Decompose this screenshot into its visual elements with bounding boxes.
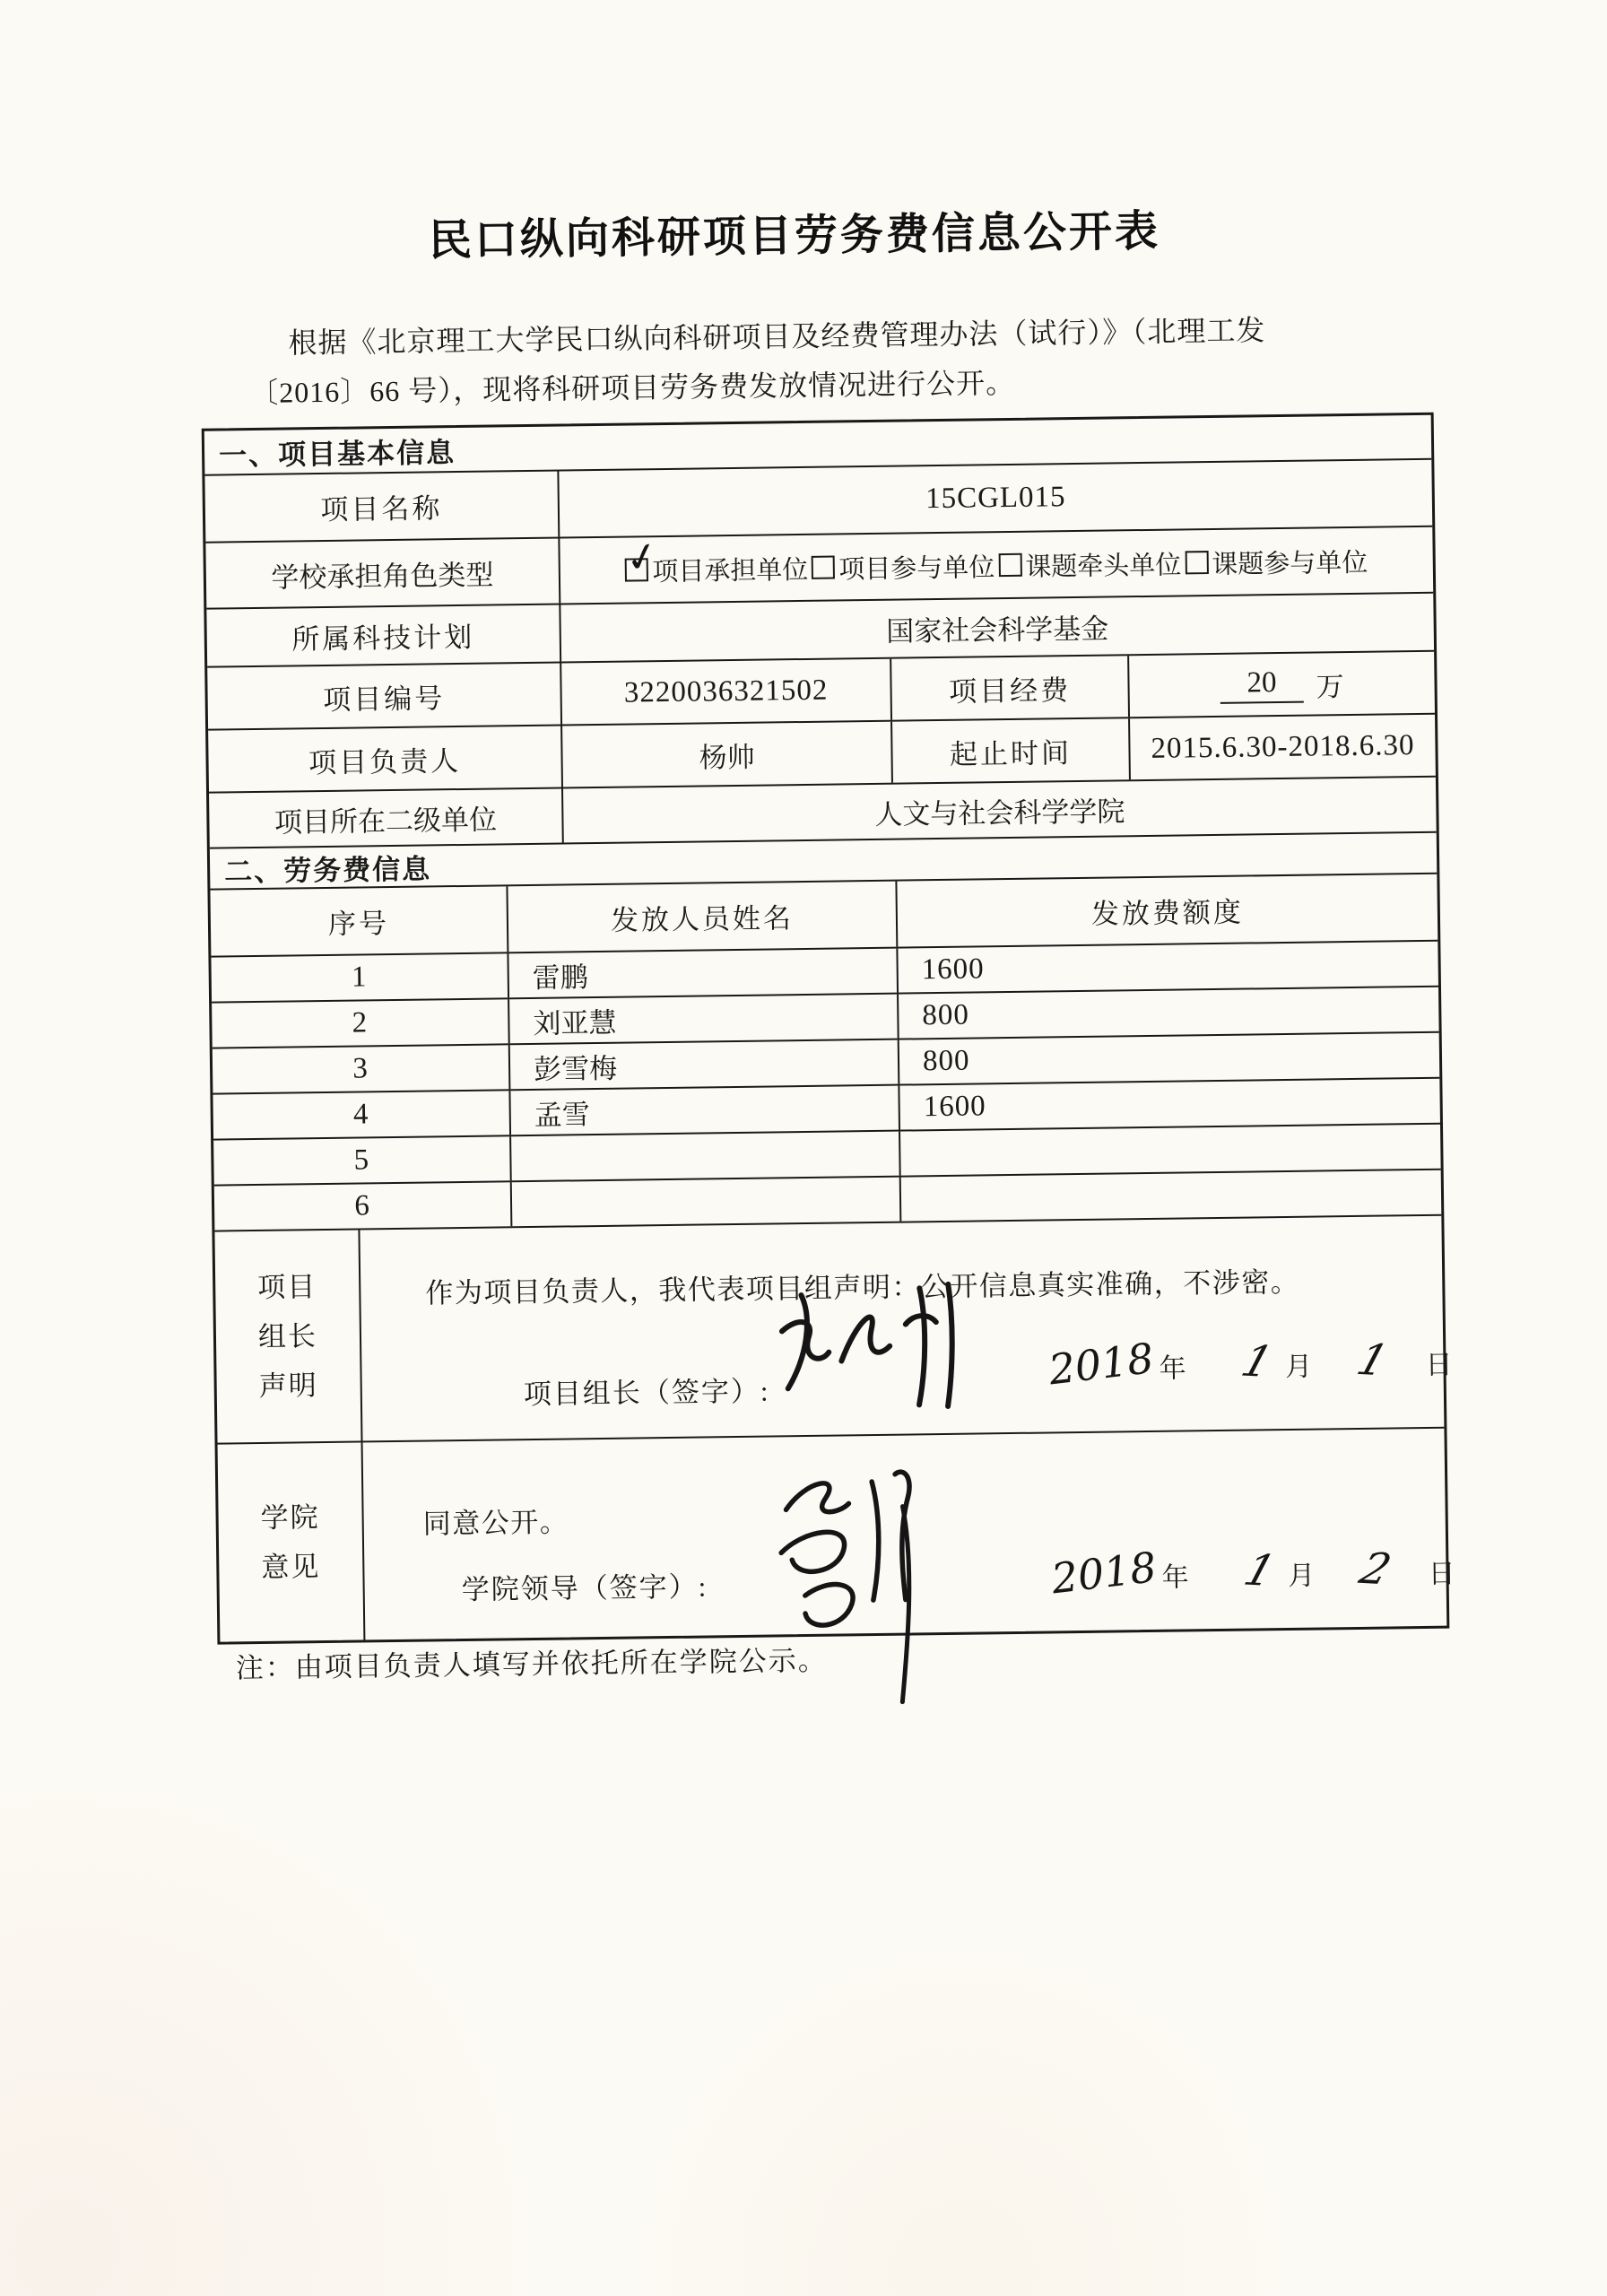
role-option-3 [998, 544, 1182, 584]
opinion-sign-label: 学院领导（签字）: [461, 1570, 708, 1606]
fee-row-amount [899, 1125, 1441, 1176]
fee-row-name: 刘亚慧 [508, 995, 898, 1044]
fee-row-no: 3 [352, 1052, 369, 1085]
project-name-label: 项目名称 [320, 492, 443, 526]
hand-day: 2 [1353, 1544, 1397, 1596]
role-type-options [558, 527, 1433, 604]
fee-row-name [510, 1178, 900, 1227]
checkbox-checked-icon [621, 531, 665, 584]
dean-signature [771, 1457, 954, 1729]
fee-row-amount: 800 [898, 1033, 1440, 1084]
checkbox-empty-icon [998, 553, 1021, 577]
project-no-value: 3220036321502 [560, 659, 890, 725]
col-header-name: 发放人员姓名 [506, 882, 896, 952]
footnote: 注：由项目负责人填写并依托所在学院公示。 [235, 1644, 828, 1684]
period-value: 2015.6.30-2018.6.30 [1128, 715, 1436, 779]
role-option-1 [621, 531, 809, 588]
opinion-statement: 同意公开。 [422, 1506, 569, 1540]
role-option-1-label: 项目承担单位 [652, 555, 809, 587]
declaration-date [1046, 1334, 1453, 1395]
intro-line-1: 根据《北京理工大学民口纵向科研项目及经费管理办法（试行）》（北理工发 [288, 314, 1266, 360]
month-char: 月 [1287, 1561, 1316, 1591]
declaration-statement: 作为项目负责人，我代表项目组声明：公开信息真实准确，不涉密。 [425, 1265, 1300, 1309]
role-option-2 [812, 547, 995, 587]
pi-signature [766, 1271, 992, 1417]
intro-paragraph [248, 304, 1444, 418]
fee-row-no: 1 [351, 961, 368, 994]
section2-header: 二、劳务费信息 [223, 852, 432, 887]
program-value: 国家社会科学基金 [559, 594, 1434, 662]
funding-unit: 万 [1316, 670, 1344, 702]
page-title: 民口纵向科研项目劳务费信息公开表 [428, 207, 1161, 265]
fee-row-no: 2 [352, 1006, 369, 1039]
project-no-label: 项目编号 [322, 682, 446, 716]
fee-row-no: 5 [353, 1144, 370, 1177]
opinion-content [361, 1429, 1455, 1640]
fee-row-amount: 1600 [898, 1079, 1440, 1130]
pi-label: 项目负责人 [308, 744, 462, 778]
fee-row-amount: 1600 [896, 942, 1438, 993]
opinion-row [218, 1427, 1455, 1642]
funding-amount: 20 [1220, 665, 1304, 703]
hand-day: 1 [1351, 1335, 1394, 1387]
hand-year: 2018 [1046, 1334, 1157, 1395]
checkbox-empty-icon [812, 556, 835, 579]
col-header-no: 序号 [327, 908, 390, 940]
period-label: 起止时间 [890, 718, 1129, 782]
year-char: 年 [1159, 1353, 1186, 1384]
day-char: 日 [1428, 1559, 1455, 1589]
col-header-amount: 发放费额度 [895, 874, 1438, 947]
role-option-4-label: 课题参与单位 [1212, 548, 1368, 579]
fee-row-amount: 800 [897, 987, 1439, 1039]
opinion-label [218, 1443, 364, 1642]
fee-row-name: 孟雪 [508, 1086, 899, 1135]
checkmark-icon: ✓ [621, 531, 665, 584]
hand-month: 1 [1235, 1335, 1279, 1387]
fee-row-no: 4 [352, 1098, 369, 1131]
intro-line-2: 〔2016〕66 号），现将科研项目劳务费发放情况进行公开。 [248, 366, 1016, 410]
fee-row-name: 雷鹏 [507, 949, 897, 998]
declaration-label [214, 1231, 360, 1443]
program-label: 所属科技计划 [291, 621, 475, 656]
fee-row-amount [899, 1170, 1442, 1222]
hand-year: 2018 [1048, 1542, 1160, 1604]
opinion-date [1048, 1542, 1455, 1604]
project-name-value: 15CGL015 [557, 460, 1432, 537]
role-option-4 [1185, 542, 1368, 581]
checkbox-empty-icon [1185, 551, 1208, 574]
role-type-label: 学校承担角色类型 [271, 558, 494, 594]
fee-row-name [509, 1132, 899, 1181]
unit-value: 人文与社会科学学院 [561, 778, 1437, 843]
role-option-3-label: 课题牵头单位 [1025, 550, 1182, 582]
declaration-label-line: 声明 [258, 1370, 318, 1402]
declaration-content [358, 1216, 1453, 1441]
section1-header: 一、项目基本信息 [218, 436, 456, 471]
pi-value: 杨帅 [560, 722, 891, 787]
opinion-label-line: 意见 [261, 1551, 321, 1583]
role-option-2-label: 项目参与单位 [838, 552, 995, 584]
funding-label: 项目经费 [890, 656, 1128, 719]
declaration-label-line: 项目 [257, 1271, 317, 1304]
fee-row-name: 彭雪梅 [508, 1040, 899, 1090]
unit-label: 项目所在二级单位 [274, 803, 498, 839]
hand-month: 1 [1238, 1544, 1281, 1596]
declaration-row [214, 1214, 1453, 1443]
declaration-sign-label: 项目组长（签字）: [523, 1375, 770, 1411]
declaration-label-line: 组长 [257, 1320, 318, 1352]
form-table [202, 413, 1455, 1645]
day-char: 日 [1425, 1350, 1453, 1380]
month-char: 月 [1284, 1352, 1313, 1383]
fee-row-no: 6 [354, 1189, 371, 1222]
year-char: 年 [1161, 1562, 1189, 1593]
funding-value-cell [1127, 652, 1435, 717]
opinion-label-line: 学院 [260, 1501, 320, 1534]
